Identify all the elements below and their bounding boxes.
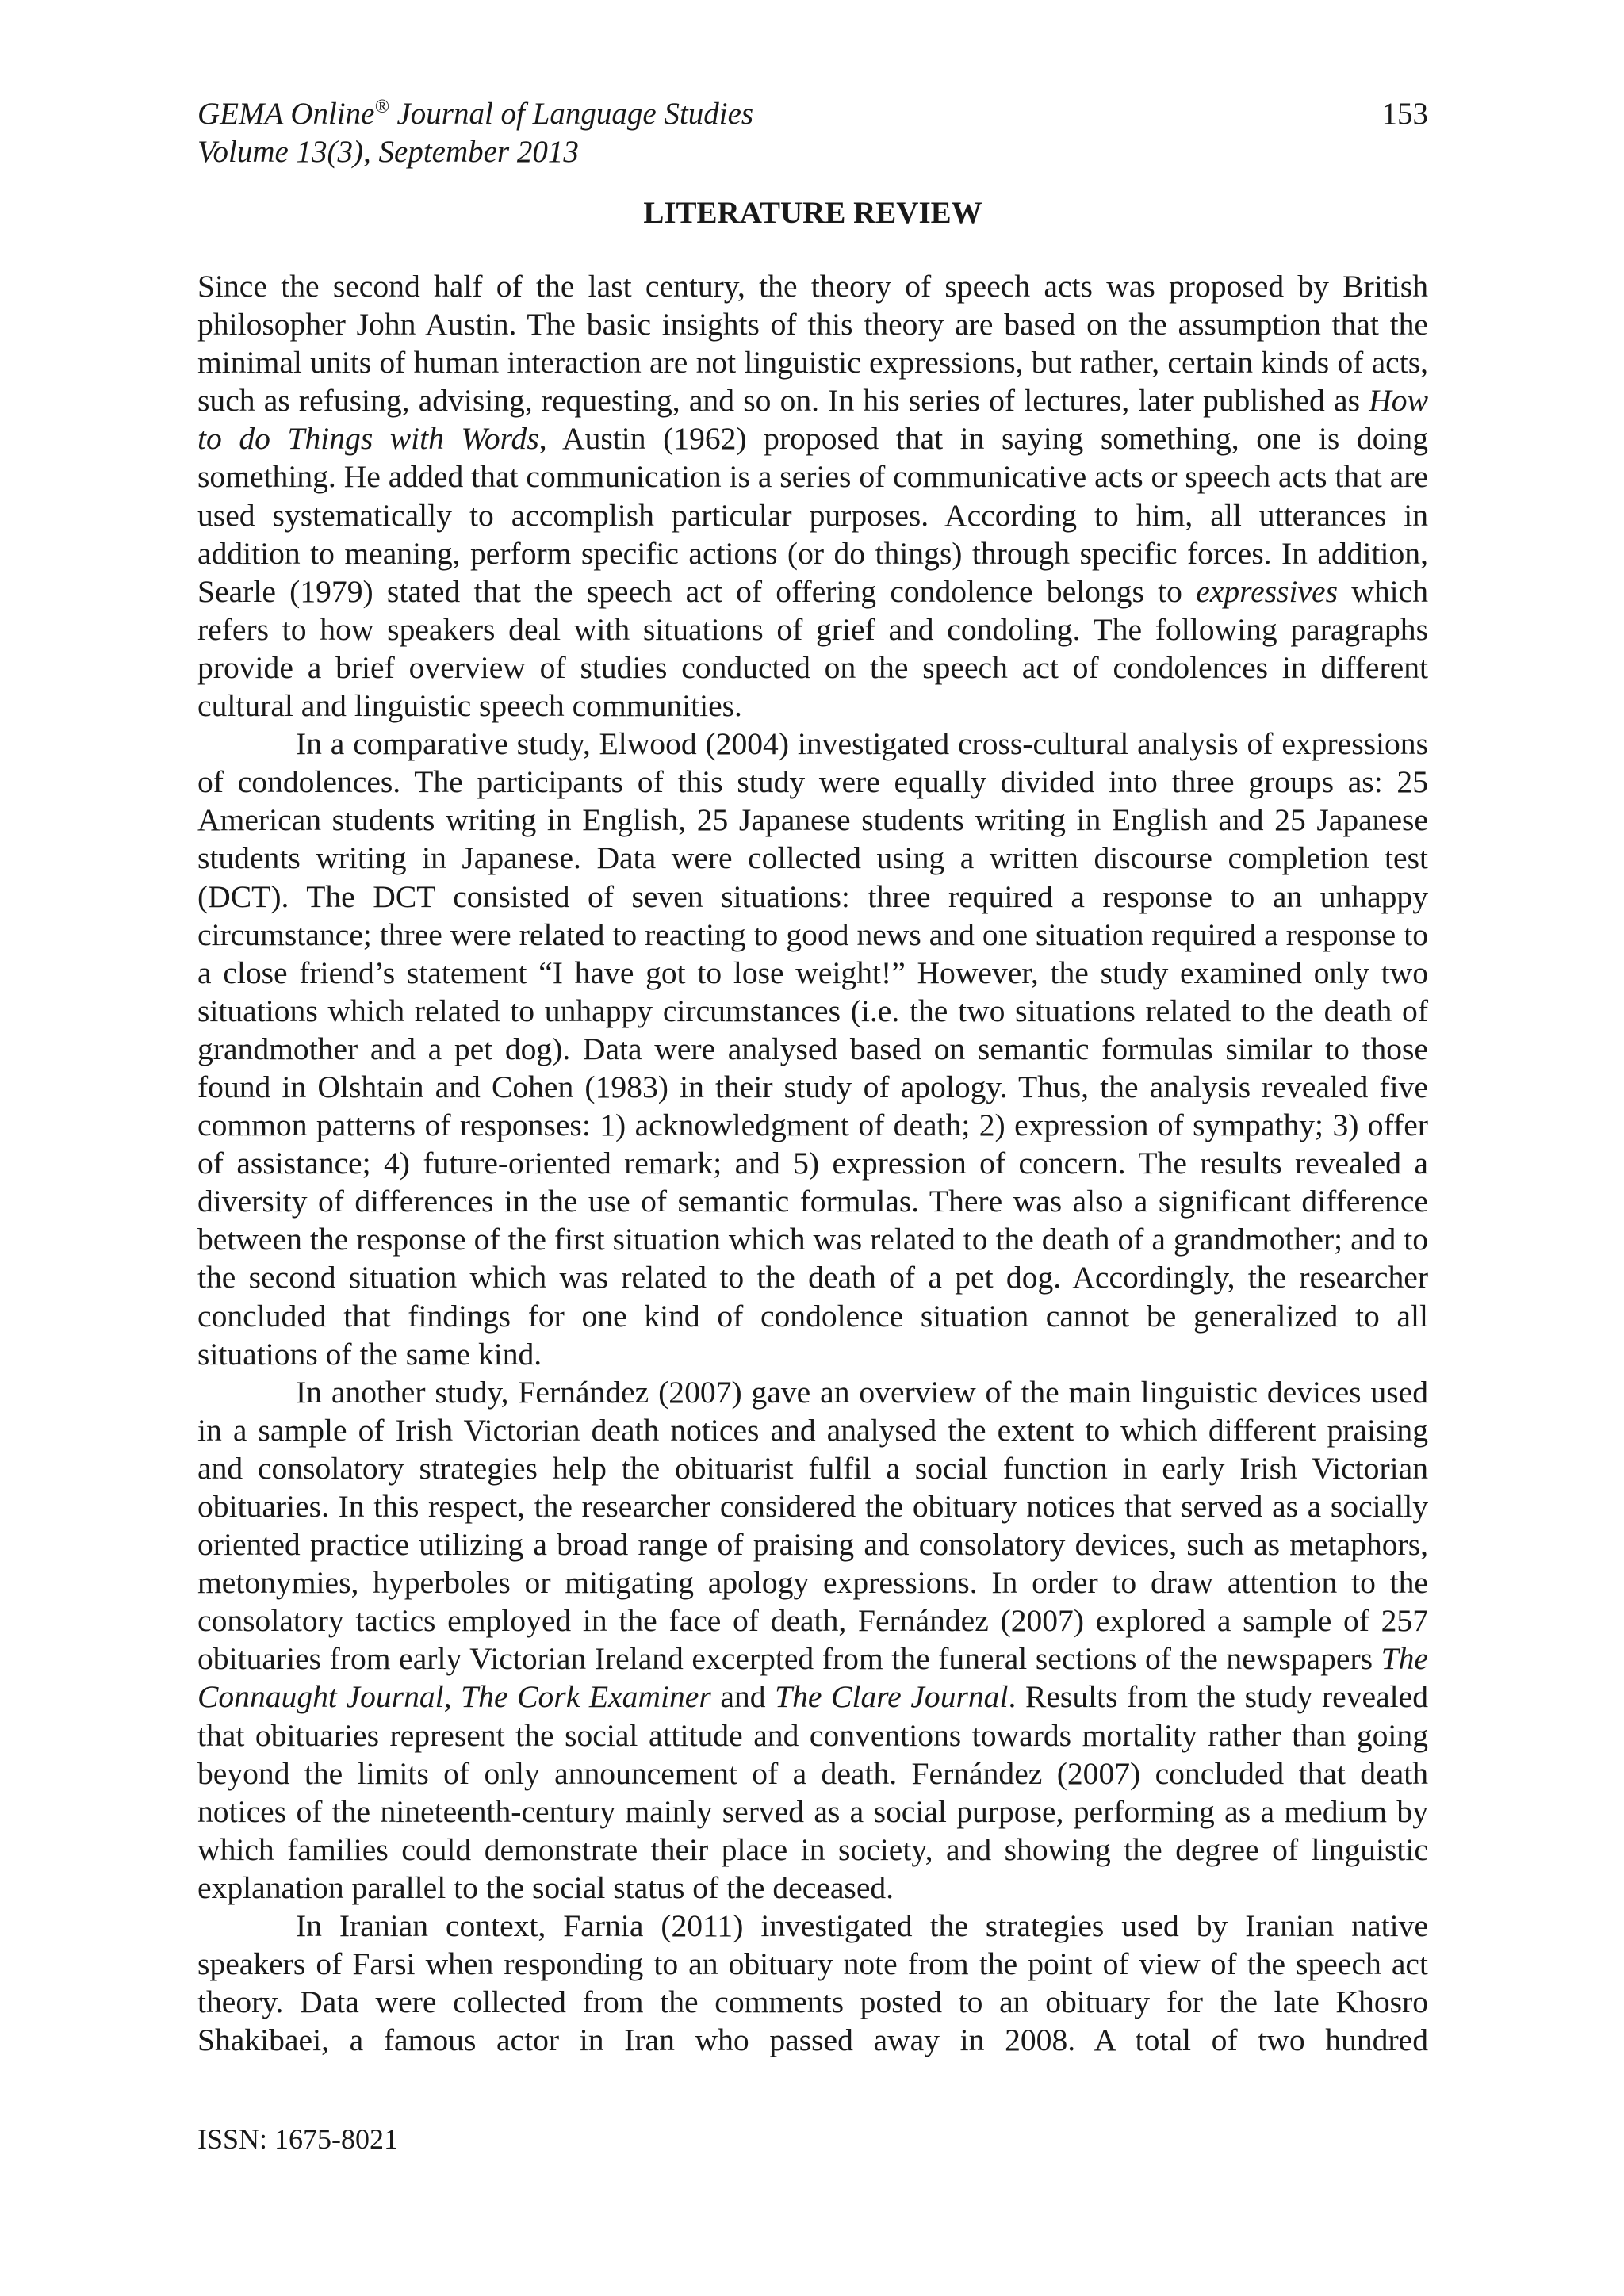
- paragraph-1-text-c: which refers to how speakers deal with situations of grief and condoling. The following paragraphs provide a brief overview of studies conducted on the speech act of condolences in different cultural and linguistic speech communities.: [197, 573, 1428, 724]
- journal-name: GEMA Online: [197, 97, 375, 131]
- separator: ,: [443, 1679, 462, 1715]
- term-expressives: expressives: [1196, 573, 1338, 609]
- page-number: 153: [1381, 97, 1428, 131]
- journal-title: [197, 95, 753, 133]
- paragraph-1-text-b: , Austin (1962) proposed that in saying something, one is doing something. He added that communication is a series of communicative acts or speech acts that are used systematically to accomplish particular purposes. According to him, all utterances in addition to meaning, perform specific actions (or do things) through specific forces. In addition, Searle (1979) stated that the speech act of offering condolence belongs to: [197, 421, 1429, 609]
- paragraph-1: [197, 267, 1428, 725]
- paragraph-3: [197, 1373, 1428, 1907]
- registered-mark: ®: [374, 97, 389, 117]
- newspaper-title-1: The Connaught Journal: [197, 1641, 1428, 1715]
- journal-suffix: Journal of Language Studies: [396, 97, 754, 131]
- section-title: LITERATURE REVIEW: [643, 196, 982, 230]
- paragraph-2: In a comparative study, Elwood (2004) investigated cross-cultural analysis of expressions of condolences. The participants of this study were equally divided into three groups as: 25 American students writing in English, 25 Japanese students writing in English and 25 Japanese students writing in Japanese. Data were collected using a written discourse completion test (DCT). The DCT consisted of seven situations: three required a response to an unhappy circumstance; three were related to reacting to good news and one situation required a response to a close friend’s statement “I have got to lose weight!” However, the study examined only two situations which related to unhappy circumstances (i.e. the two situations related to the death of grandmother and a pet dog). Data were analysed based on semantic formulas similar to those found in Olshtain and Cohen (1983) in their study of apology. Thus, the analysis revealed five common patterns of responses: 1) acknowledgment of death; 2) expression of sympathy; 3) offer of assistance; 4) future-oriented remark; and 5) expression of concern. The results revealed a diversity of differences in the use of semantic formulas. There was also a significant difference between the response of the first situation which was related to the death of a grandmother; and to the second situation which was related to the death of a pet dog. Accordingly, the researcher concluded that findings for one kind of condolence situation cannot be generalized to all situations of the same kind.: [197, 726, 1428, 1372]
- paragraph-4: In Iranian context, Farnia (2011) investigated the strategies used by Iranian native speakers of Farsi when responding to an obituary note from the point of view of the speech act theory. Data were collected from the comments posted to an obituary for the late Khosro Shakibaei, a famous actor in Iran who passed away in 2008. A total of two hundred: [197, 1908, 1428, 2058]
- header-row: [197, 95, 1428, 133]
- book-title: How to do Things with Words: [197, 383, 1428, 457]
- paragraph-3-text-a: In another study, Fernández (2007) gave an overview of the main linguistic devices used in a sample of Irish Victorian death notices and analysed the extent to which different praising and consolatory strategies help the obituarist fulfil a social function in early Irish Victorian obituaries. In this respect, the researcher considered the obituary notices that served as a socially oriented practice utilizing a broad range of praising and consolatory devices, such as metaphors, metonymies, hyperboles or mitigating apology expressions. In order to draw attention to the consolatory tactics employed in the face of death, Fernández (2007) explored a sample of 257 obituaries from early Victorian Ireland excerpted from the funeral sections of the newspapers: [197, 1374, 1428, 1677]
- paragraph-1-text-a: Since the second half of the last century, the theory of speech acts was proposed by British philosopher John Austin. The basic insights of this theory are based on the assumption that the minimal units of human interaction are not linguistic expressions, but rather, certain kinds of acts, such as refusing, advising, requesting, and so on. In his series of lectures, later published as: [197, 269, 1428, 419]
- body-text: [197, 267, 1428, 2059]
- conjunction: and: [710, 1679, 776, 1715]
- running-header: [197, 95, 1428, 171]
- volume-info: Volume 13(3), September 2013: [197, 135, 579, 169]
- paragraph-3-text-b: . Results from the study revealed that obituaries represent the social attitude and conventions towards mortality rather than going beyond the limits of only announcement of a death. Fernández (2007) concluded that death notices of the nineteenth-century mainly served as a social purpose, performing as a medium by which families could demonstrate their place in society, and showing the degree of linguistic explanation parallel to the social status of the deceased.: [197, 1679, 1428, 1905]
- newspaper-title-3: The Clare Journal: [775, 1679, 1009, 1715]
- newspaper-title-2: The Cork Examiner: [461, 1679, 711, 1715]
- footer-issn: ISSN: 1675-8021: [197, 2123, 399, 2155]
